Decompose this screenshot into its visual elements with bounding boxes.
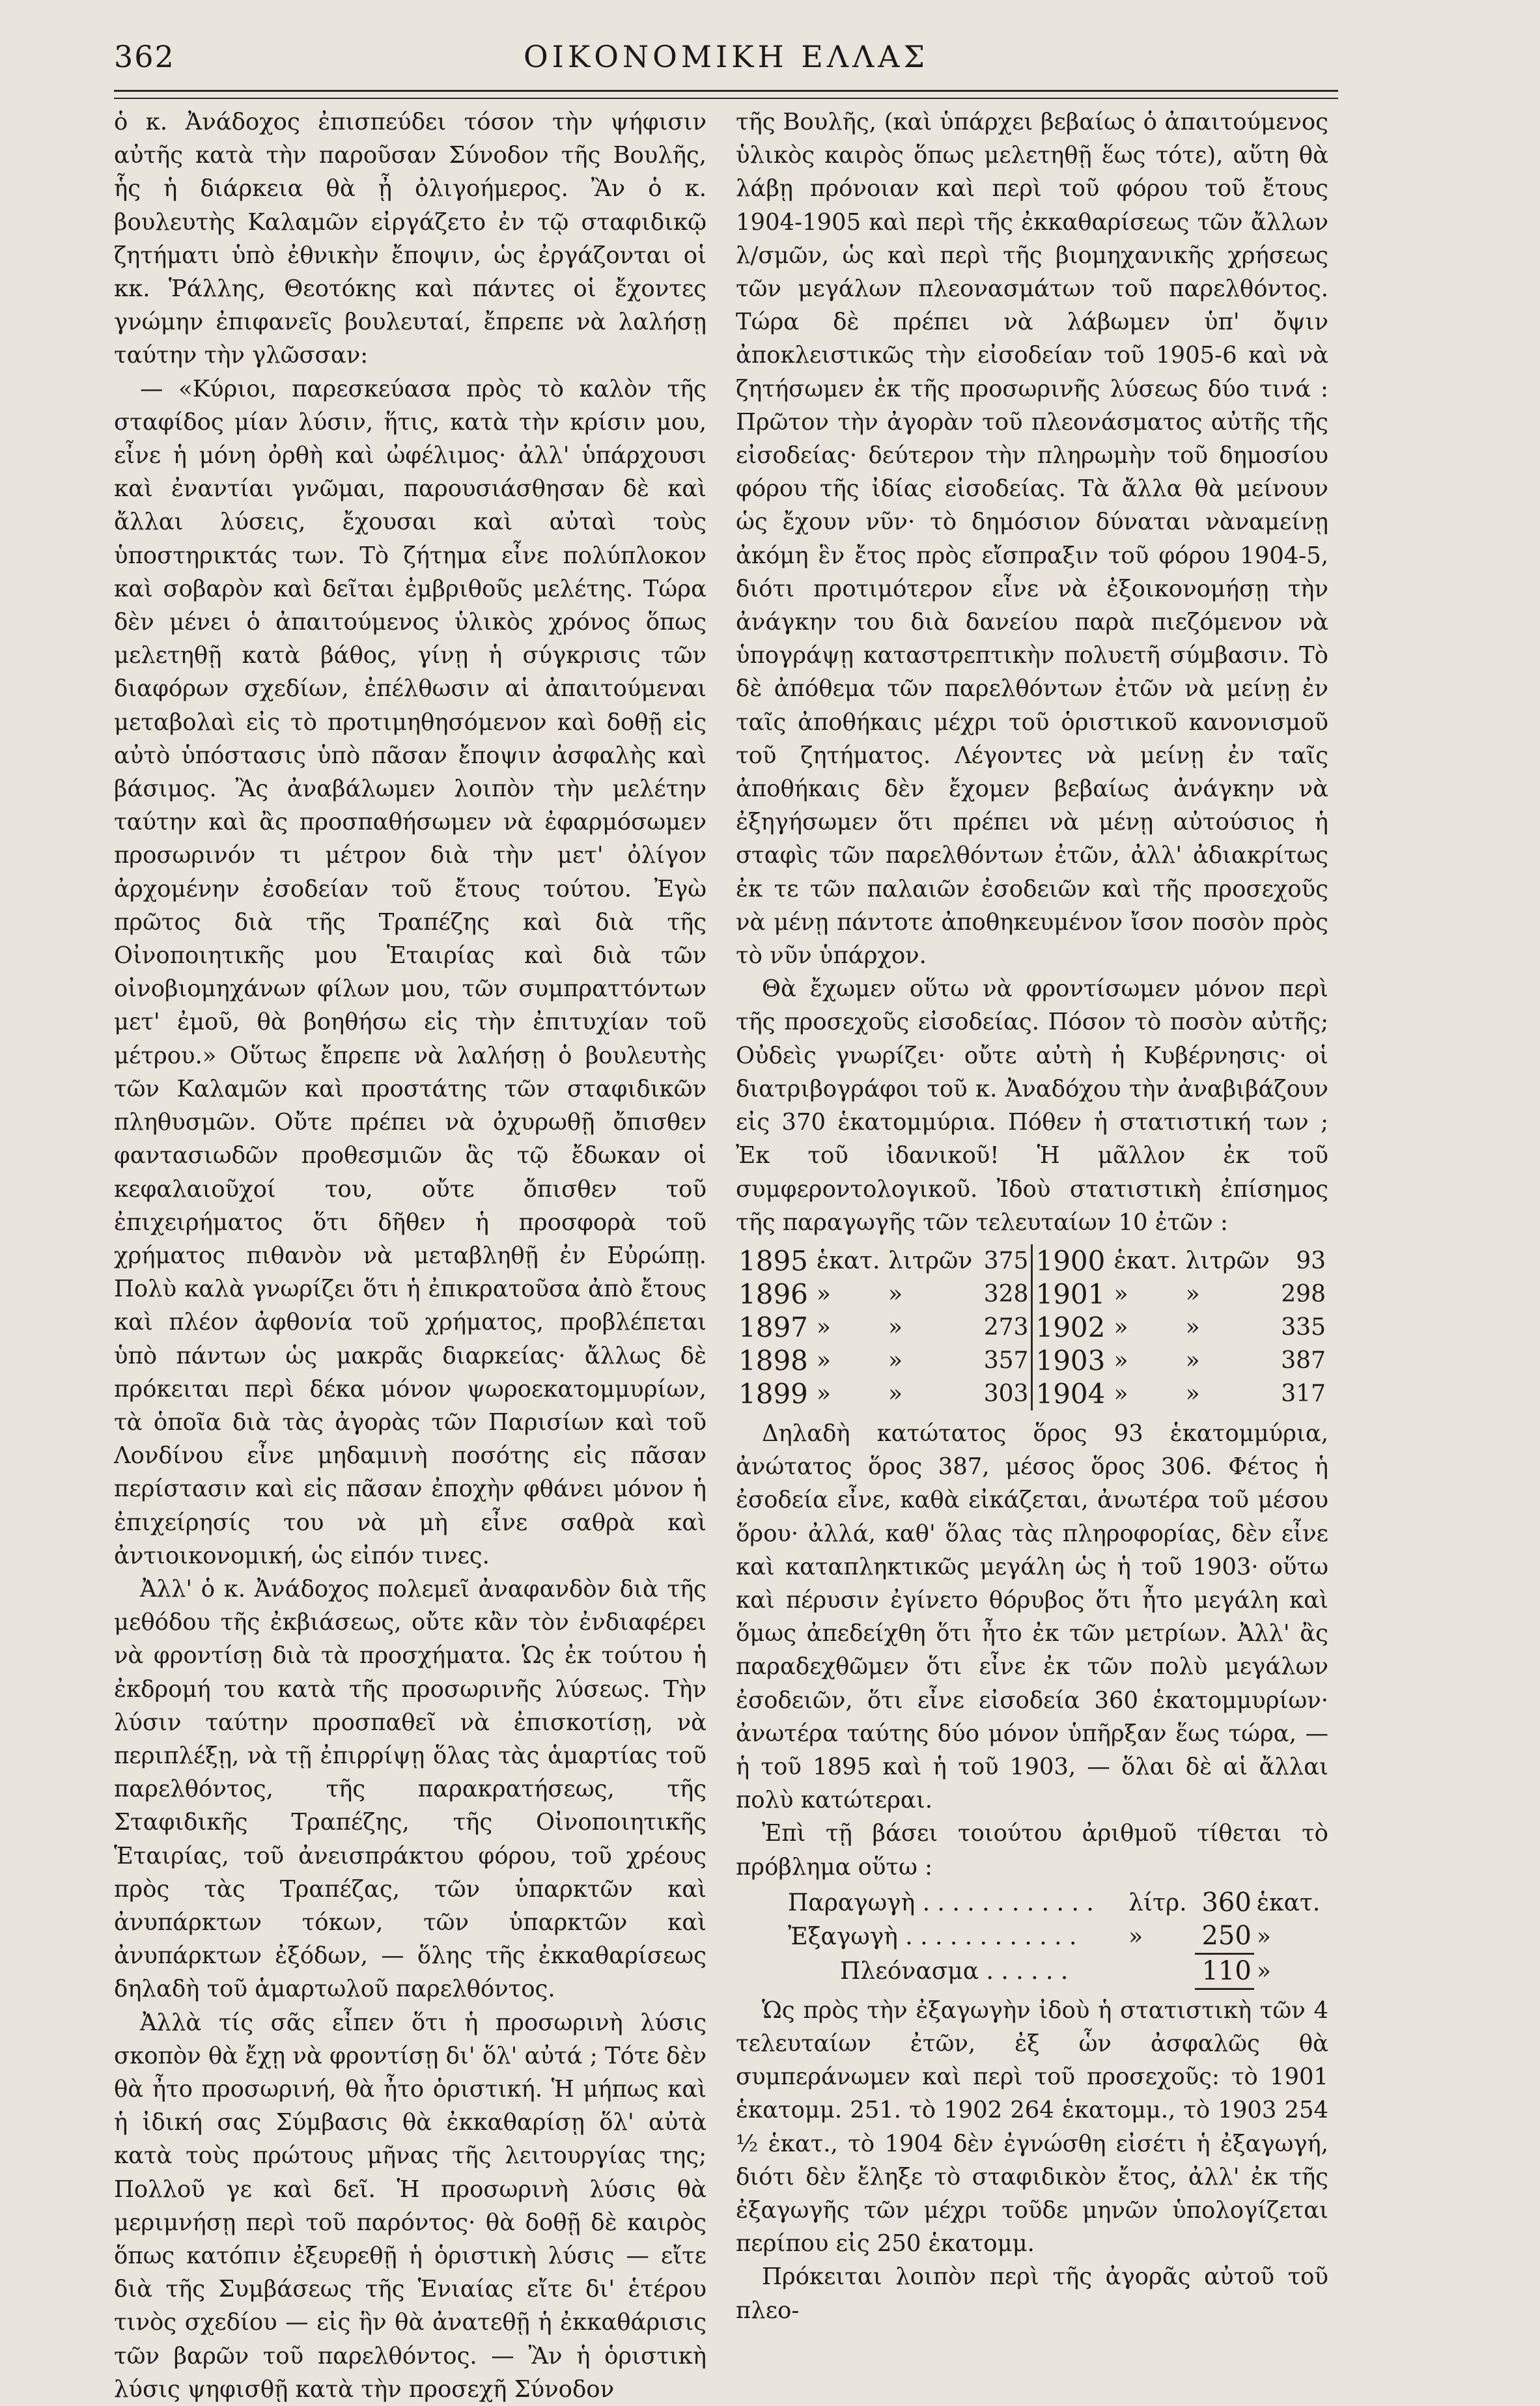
unit-cell: » xyxy=(816,1313,831,1341)
year-cell: 1900 xyxy=(1035,1244,1106,1277)
paragraph: Ἐπὶ τῇ βάσει τοιούτου ἀριθμοῦ τίθεται τὸ πρόβλημα οὕτω : xyxy=(736,1820,1328,1881)
header-rule-thin xyxy=(114,98,1338,99)
value-cell: 317 xyxy=(1281,1380,1326,1407)
year-cell: 1896 xyxy=(738,1278,808,1310)
label-cell: » xyxy=(888,1380,903,1407)
paragraph: — «Κύριοι, παρεσκεύασα πρὸς τὸ καλὸν τῆς σταφίδος μίαν λύσιν, ἥτις, κατὰ τὴν κρίσιν μου, εἶνε ἡ μόνη ὀρθὴ καὶ ὠφέλιμος· ἀλλ' ὑπάρχουσι καὶ ἐναντίαι γνῶμαι, παρουσιάσθησαν δὲ καὶ ἄλλαι λύσεις, ἔχουσαι καὶ αὐταὶ τοὺς ὑποστηρικτάς των. Τὸ ζήτημα εἶνε πολύπλοκον καὶ σοβαρὸν καὶ δεῖται ἐμβριθοῦς μελέτης. Τώρα δὲν μένει ὁ ἀπαιτούμενος ὑλικὸς χρόνος ὅπως μελετηθῇ κατὰ βάθος, γίνῃ ἡ σύγκρισις τῶν διαφόρων σχεδίων, ἐπέλθωσιν αἱ ἀπαιτούμεναι μεταβολαὶ εἰς τὸ προτιμηθησόμενον καὶ δοθῇ εἰς αὐτὸ ὑπόστασις ὑπὸ πᾶσαν ἔποψιν ἀσφαλὴς καὶ βάσιμος. Ἂς ἀναβάλωμεν λοιπὸν τὴν μελέτην ταύτην καὶ ἂς προσπαθήσωμεν νὰ ἐφαρμόσωμεν προσωρινόν τι μέτρον διὰ τὴν μετ' ὀλίγον ἀρχομένην ἐσοδείαν τοῦ ἔτους τούτου. Ἐγὼ πρῶτος διὰ τῆς Τραπέζης καὶ διὰ τῆς Οἰνοποιητικῆς μου Ἑταιρίας καὶ διὰ τῶν οἰνοβιομηχάνων φίλων μου, τῶν συμπραττόντων μετ' ἐμοῦ, θὰ βοηθήσω εἰς τὴν ἐπιτυχίαν τοῦ μέτρου.» Οὕτως ἔπρεπε νὰ λαλήσῃ ὁ βουλευτὴς τῶν Καλαμῶν καὶ προστάτης τῶν σταφιδικῶν πληθυσμῶν. Οὔτε πρέπει νὰ ὀχυρωθῇ ὄπισθεν φαντασιωδῶν προθεσμιῶν ἃς τῷ ἔδωκαν οἱ κεφαλαιοῦχοί του, οὔτε ὄπισθεν τοῦ ἐπιχειρήματος ὅτι δῆθεν ἡ προσφορὰ τοῦ χρήματος πιθανὸν νὰ μεταβληθῇ ἐν Εὐρώπῃ. Πολὺ καλὰ γνωρίζει ὅτι ἡ ἐπικρατοῦσα ἀπὸ ἔτους καὶ πλέον ἀφθονία τοῦ χρήματος, προβλέπεται ὑπὸ πάντων ὡς μακρᾶς διαρκείας· ἄλλως δὲ πρόκειται περὶ δέκα μόνον ψωροεκατομμυρίων, τὰ ὁποῖα διὰ τὰς ἀγορὰς τῶν Παρισίων καὶ τοῦ Λονδίνου εἶνε μηδαμινὴ ποσότης εἰς πᾶσαν περίστασιν καὶ εἰς πᾶσαν ἐποχὴν φθάνει μόνον ἡ ἐπιχείρησίς του νὰ μὴ εἶνε σαθρὰ καὶ ἀντιοικονομική, ὡς εἰπόν τινες. xyxy=(114,375,707,1569)
label-cell: » xyxy=(1185,1347,1200,1374)
table-row xyxy=(736,1244,1328,1278)
value-cell: 335 xyxy=(1281,1313,1326,1341)
page-number: 362 xyxy=(114,39,175,74)
value-cell: 357 xyxy=(979,1344,1032,1377)
unit-cell: » xyxy=(1113,1347,1128,1374)
label-cell: » xyxy=(888,1313,903,1341)
production-value: 360 xyxy=(1201,1887,1252,1918)
paragraph: Ἀλλὰ τίς σᾶς εἶπεν ὅτι ἡ προσωρινὴ λύσις σκοπὸν θὰ ἔχῃ νὰ φροντίσῃ δι' ὅλ' αὐτά ; Τότε δὲν θὰ ἦτο προσωρινή, θὰ ἦτο ὁριστική. Ἡ μήπως καὶ ἡ ἰδική σας Σύμβασις θὰ ἐκκαθαρίσῃ ὅλ' αὐτὰ κατὰ τοὺς πρώτους μῆνας τῆς λειτουργίας της; Πολλοῦ γε καὶ δεῖ. Ἡ προσωρινὴ λύσις θὰ μεριμνήσῃ περὶ τοῦ παρόντος· θὰ δοθῇ δὲ καιρὸς ὅπως κατόπιν ἐξευρεθῇ ἡ ὁριστικὴ λύσις — εἴτε διὰ τῆς Συμβάσεως τῆς Ἑνιαίας εἴτε δι' ἑτέρου τινὸς σχεδίου — εἰς ἣν θὰ ἀνατεθῇ ἡ ἐκκαθάρισις τῶν βαρῶν τοῦ παρελθόντος. — Ἂν ἡ ὁριστικὴ λύσις ψηφισθῇ κατὰ τὴν προσεχῆ Σύνοδον xyxy=(114,2009,707,2403)
table-row xyxy=(736,1377,1328,1410)
unit-cell: » xyxy=(816,1347,831,1374)
unit-cell: » xyxy=(1113,1380,1128,1407)
paragraph: Θὰ ἔχωμεν οὕτω νὰ φροντίσωμεν μόνον περὶ τῆς προσεχοῦς εἰσοδείας. Πόσον τὸ ποσὸν αὐτῆς; Οὐδεὶς γνωρίζει· οὔτε αὐτὴ ἡ Κυβέρνησις· οἱ διατριβογράφοι τοῦ κ. Ἀναδόχου τὴν ἀναβιβάζουν εἰς 370 ἑκατομμύρια. Πόθεν ἡ στατιστική των ; Ἐκ τοῦ ἰδανικοῦ! Ἡ μᾶλλον ἐκ τοῦ συμφεροντολογικοῦ. Ἰδοὺ στατιστικὴ ἐπίσημος τῆς παραγωγῆς τῶν τελευταίων 10 ἐτῶν : xyxy=(736,975,1328,1236)
year-cell: 1899 xyxy=(738,1377,808,1410)
year-cell: 1903 xyxy=(1035,1344,1106,1377)
label-cell: » xyxy=(1185,1380,1200,1407)
paragraph: τῆς Βουλῆς, (καὶ ὑπάρχει βεβαίως ὁ ἀπαιτούμενος ὑλικὸς καιρὸς ὅπως μελετηθῇ ἕως τότε), αὕτη θὰ λάβῃ πρόνοιαν καὶ περὶ τοῦ φόρου τοῦ ἔτους 1904-1905 καὶ περὶ τῆς ἐκκαθαρίσεως τῶν ἄλλων λ/σμῶν, ὡς καὶ περὶ τῆς βιομηχανικῆς χρήσεως τῶν μεγάλων πλεονασμάτων τοῦ παρελθόντος. Τώρα δὲ πρέπει νὰ λάβωμεν ὑπ' ὄψιν ἀποκλειστικῶς τὴν εἰσοδείαν τοῦ 1905-6 καὶ νὰ ζητήσωμεν ἐκ τῆς προσωρινῆς λύσεως δύο τινά : Πρῶτον τὴν ἀγορὰν τοῦ πλεονάσματος αὐτῆς τῆς εἰσοδείας· δεύτερον τὴν πληρωμὴν τοῦ δημοσίου φόρου τῆς ἰδίας εἰσοδείας. Τὰ ἄλλα θὰ μείνουν ὡς ἔχουν νῦν· τὸ δημόσιον δύναται νὰναμείνῃ ἀκόμη ἓν ἔτος πρὸς εἴσπραξιν τοῦ φόρου 1904-5, διότι προτιμότερον εἶνε νὰ ἐξοικονομήσῃ τὴν ἀνάγκην του διὰ δανείου παρὰ πιεζόμενον νὰ ὑπογράψῃ καταστρεπτικὴν πολυετῆ σύμβασιν. Τὸ δὲ ἀπόθεμα τῶν παρελθόντων ἐτῶν νὰ μείνῃ ἐν ταῖς ἀποθήκαις μέχρι τοῦ ὁριστικοῦ κανονισμοῦ τοῦ ζητήματος. Λέγοντες νὰ μείνῃ ἐν ταῖς ἀποθήκαις δὲν ἔχομεν βεβαίως ἀνάγκην νὰ ἐξηγήσωμεν ὅτι πρέπει νὰ μένῃ αὐτούσιος ἡ σταφὶς τῶν παρελθόντων ἐτῶν, ἀλλ' ἀδιακρίτως ἐκ τε τῶν παλαιῶν ἐσοδειῶν καὶ τῆς προσεχοῦς νὰ μένῃ πάντοτε ἀποθηκευμένον ἴσον ποσὸν πρὸς τὸ νῦν ὑπάρχον. xyxy=(736,109,1328,970)
unit-cell: » xyxy=(816,1280,831,1308)
unit-cell: ἑκατ. xyxy=(1113,1247,1177,1274)
unit-cell: » xyxy=(816,1380,831,1407)
unit-cell: » xyxy=(1113,1313,1128,1341)
unit-cell: » xyxy=(1113,1280,1128,1308)
value-cell: 387 xyxy=(1281,1347,1326,1374)
production-label: Παραγωγὴ . . . . . . . . . . . . xyxy=(788,1889,1094,1916)
surplus-unit-spacer xyxy=(1126,1953,1194,1989)
table-row xyxy=(736,1311,1328,1344)
label-cell: λιτρῶν xyxy=(888,1247,973,1274)
paragraph: Πρόκειται λοιπὸν περὶ τῆς ἀγορᾶς αὐτοῦ τοῦ πλεο- xyxy=(736,2263,1328,2324)
surplus-label: Πλεόνασμα . . . . . . xyxy=(840,1957,1069,1985)
paragraph: ὁ κ. Ἀνάδοχος ἐπισπεύδει τόσον τὴν ψήφισιν αὐτῆς κατὰ τὴν παροῦσαν Σύνοδον τῆς Βουλῆς, ἧς ἡ διάρκεια θὰ ᾖ ὀλιγοήμερος. Ἂν ὁ κ. βουλευτὴς Καλαμῶν εἰργάζετο ἐν τῷ σταφιδικῷ ζητήματι ὑπὸ ἐθνικὴν ἔποψιν, ὡς ἐργάζονται οἱ κκ. Ῥάλλης, Θεοτόκης καὶ πάντες οἱ ἔχοντες γνώμην ἐπιφανεῖς βουλευταί, ἔπρεπε νὰ λαλήσῃ ταύτην τὴν γλῶσσαν: xyxy=(114,109,707,369)
table-row xyxy=(736,1344,1328,1377)
paragraph: Ἀλλ' ὁ κ. Ἀνάδοχος πολεμεῖ ἀναφανδὸν διὰ τῆς μεθόδου τῆς ἐκβιάσεως, οὔτε κἂν τὸν ἐνδιαφέρει νὰ φροντίσῃ διὰ τὰ προσχήματα. Ὡς ἐκ τούτου ἡ ἐκδρομή του κατὰ τῆς προσωρινῆς λύσεως. Τὴν λύσιν ταύτην προσπαθεῖ νὰ ἐπισκοτίσῃ, νὰ περιπλέξῃ, νὰ τῇ ἐπιρρίψῃ ὅλας τὰς ἁμαρτίας τοῦ παρελθόντος, τῆς παρακρατήσεως, τῆς Σταφιδικῆς Τραπέζης, τῆς Οἰνοποιητικῆς Ἑταιρίας, τοῦ ἀνεισπράκτου φόρου, τοῦ χρέους πρὸς τὰς Τραπέζας, τῶν ὑπαρκτῶν καὶ ἀνυπάρκτων τόκων, τῶν ὑπαρκτῶν καὶ ἀνυπάρκτων ἐξόδων, — ὅλης τῆς ἐκκαθαρίσεως δηλαδὴ τοῦ ἁμαρτωλοῦ παρελθόντος. xyxy=(114,1575,707,2003)
year-cell: 1904 xyxy=(1035,1377,1106,1410)
value-cell: 93 xyxy=(1296,1247,1326,1274)
export-suffix: » xyxy=(1256,1923,1271,1950)
paragraph: Δηλαδὴ κατώτατος ὅρος 93 ἑκατομμύρια, ἀνώτατος ὅρος 387, μέσος ὅρος 306. Φέτος ἡ ἐσοδεία εἶνε, καθὰ εἰκάζεται, ἀνωτέρα τοῦ μέσου ὅρου· ἀλλά, καθ' ὅλας τὰς πληροφορίας, δὲν εἶνε καὶ καταπληκτικῶς μεγάλη ὡς ἡ τοῦ 1903· οὕτω καὶ πέρυσιν ἐγίνετο θόρυβος ὅτι ἦτο μεγάλη καὶ ὅμως ἀπεδείχθη ὅτι ἦτο ἐκ τῶν μετρίων. Ἀλλ' ἂς παραδεχθῶμεν ὅτι εἶνε ἐκ τῶν πολὺ μεγάλων ἐσοδειῶν, ὅτι εἶνε εἰσοδεία 360 ἑκατομμυρίων· ἀνωτέρα ταύτης δύο μόνον ὑπῆρξαν ἕως τώρα, — ἡ τοῦ 1895 καὶ ἡ τοῦ 1903, — ὅλαι δὲ αἱ ἄλλαι πολὺ κατώτεραι. xyxy=(736,1420,1328,1814)
export-unit: » xyxy=(1128,1923,1143,1950)
value-cell: 273 xyxy=(979,1311,1032,1344)
label-cell: » xyxy=(888,1347,903,1374)
surplus-calculation-table xyxy=(736,1886,1328,1990)
year-cell: 1898 xyxy=(738,1344,808,1377)
value-cell: 303 xyxy=(979,1377,1032,1410)
production-suffix: ἑκατ. xyxy=(1256,1889,1321,1916)
year-cell: 1897 xyxy=(738,1311,808,1343)
year-cell: 1902 xyxy=(1035,1311,1106,1343)
page-header xyxy=(114,34,1338,79)
left-column xyxy=(114,105,707,2406)
table-row xyxy=(736,1886,1328,1920)
surplus-suffix: » xyxy=(1256,1957,1271,1985)
table-row xyxy=(736,1920,1328,1954)
production-unit: λίτρ. xyxy=(1128,1889,1187,1916)
running-title: ΟΙΚΟΝΟΜΙΚΗ ΕΛΛΑΣ xyxy=(523,39,929,74)
year-cell: 1895 xyxy=(738,1244,808,1277)
label-cell: λιτρῶν xyxy=(1185,1247,1270,1274)
value-cell: 375 xyxy=(979,1244,1032,1278)
year-cell: 1901 xyxy=(1035,1278,1106,1310)
label-cell: » xyxy=(1185,1313,1200,1341)
surplus-value: 110 xyxy=(1195,1953,1254,1989)
export-value: 250 xyxy=(1195,1920,1254,1954)
header-rule xyxy=(114,90,1338,92)
export-label: Ἐξαγωγὴ . . . . . . . . . . . . xyxy=(788,1923,1077,1950)
unit-cell: ἑκατ. xyxy=(816,1247,880,1274)
table-row xyxy=(736,1953,1328,1989)
value-cell: 328 xyxy=(979,1278,1032,1311)
label-cell: » xyxy=(888,1280,903,1308)
right-column xyxy=(736,105,1328,2327)
paragraph: Ὡς πρὸς τὴν ἐξαγωγὴν ἰδοὺ ἡ στατιστικὴ τῶν 4 τελευταίων ἐτῶν, ἐξ ὧν ἀσφαλῶς θὰ συμπεράνωμεν καὶ περὶ τοῦ προσεχοῦς: τὸ 1901 ἑκατομμ. 251. τὸ 1902 264 ἑκατομμ., τὸ 1903 254 ½ ἑκατ., τὸ 1904 δὲν ἐγνώσθη εἰσέτι ἡ ἐξαγωγή, διότι δὲν ἔληξε τὸ σταφιδικὸν ἔτος, ἀλλ' ἐκ τῆς ἐξαγωγῆς τῶν μέχρι τοῦδε μηνῶν ὑπολογίζεται περίπου εἰς 250 ἑκατομμ. xyxy=(736,1996,1328,2258)
value-cell: 298 xyxy=(1281,1280,1326,1308)
table-row xyxy=(736,1278,1328,1311)
label-cell: » xyxy=(1185,1280,1200,1308)
production-statistics-table xyxy=(736,1244,1328,1410)
